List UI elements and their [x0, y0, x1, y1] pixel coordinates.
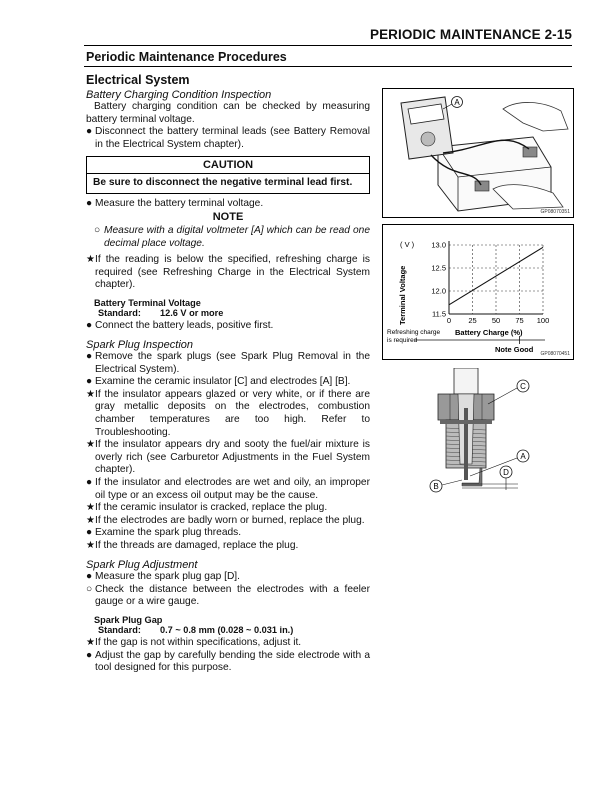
voltmeter-illustration — [383, 89, 573, 217]
plug-adjust-step-1: ● Measure the spark plug gap [D]. — [86, 571, 240, 583]
page-header: PERIODIC MAINTENANCE 2-15 — [369, 27, 572, 42]
y-unit: ( V ) — [400, 240, 415, 249]
list-item: ● Remove the spark plugs (see Spark Plug Removal in the Electrical System). — [86, 351, 370, 375]
list-item: ★ If the ceramic insulator is cracked, replace the plug. — [86, 502, 328, 514]
list-item: ★ If the threads are damaged, replace the plug. — [86, 540, 299, 551]
chart-code: GP08070451 — [540, 351, 570, 357]
x-tick-label: 50 — [491, 316, 501, 325]
spark-plug-figure — [410, 368, 570, 502]
plug-adjust-step-3: ★ If the gap is not within specifications, adjust it. — [86, 636, 302, 648]
voltmeter-figure — [382, 88, 574, 218]
label-d: D — [503, 468, 509, 477]
subsection-title: Electrical System — [86, 73, 190, 87]
x-axis-label: Battery Charge (%) — [455, 328, 523, 337]
note-text: ○ Measure with a digital voltmeter [A] which can be read one decimal place voltage. — [94, 224, 370, 249]
y-tick-label: 12.5 — [431, 263, 446, 273]
voltage-chart-figure — [382, 224, 574, 360]
text-column — [86, 72, 370, 675]
battery-spec-title: Battery Terminal Voltage — [94, 297, 201, 308]
x-tick-label: 75 — [515, 316, 524, 325]
list-item: ★ If the insulator appears dry and sooty the fuel/air mixture is overly rich (see Carburetor Adjustments in the Fuel System chapter). — [86, 439, 370, 476]
list-item: ● Examine the spark plug threads. — [86, 527, 242, 539]
battery-step-2: ● Measure the battery terminal voltage. — [86, 197, 264, 209]
y-axis-label: Terminal Voltage — [398, 265, 407, 325]
y-tick-label: 12.0 — [431, 286, 446, 296]
section-rule — [84, 66, 572, 67]
x-tick-label: 100 — [536, 316, 550, 325]
label-a: A — [454, 98, 460, 107]
section-title: Periodic Maintenance Procedures — [86, 50, 287, 64]
caution-box — [86, 156, 370, 194]
plug-inspection-heading: Spark Plug Inspection — [86, 338, 194, 351]
battery-spec: Standard: 12.6 V or more — [98, 307, 224, 318]
list-item: ● If the insulator and electrodes are wet and oily, an improper oil type or an excess oil output may be the cause. — [86, 477, 370, 501]
caution-title: CAUTION — [87, 157, 369, 175]
battery-step-3: ★ If the reading is below the specified, refreshing charge is required (see Refreshing Charge in the Electrical System chapter). — [86, 254, 370, 291]
note-title: NOTE — [212, 211, 244, 224]
x-tick-label: 0 — [446, 316, 452, 325]
annotation-right: Note Good — [495, 345, 534, 354]
label-b: B — [433, 482, 439, 491]
battery-intro: Battery charging condition can be checked by measuring battery terminal voltage. — [86, 101, 370, 125]
y-tick-label: 13.0 — [431, 240, 446, 250]
list-item: ★ If the electrodes are badly worn or burned, replace the plug. — [86, 514, 365, 526]
header-rule — [84, 45, 572, 46]
plug-spec: Standard: 0.7 ~ 0.8 mm (0.028 ~ 0.031 in.) — [98, 624, 294, 635]
caution-text: Be sure to disconnect the negative terminal lead first. — [93, 177, 353, 189]
label-a: A — [520, 452, 526, 461]
plug-spec-title: Spark Plug Gap — [94, 614, 163, 625]
plug-adjust-step-2: ○ Check the distance between the electrodes with a feeler gauge or a wire gauge. — [86, 583, 370, 608]
plug-inspection-list — [86, 351, 370, 553]
list-item: ● Examine the ceramic insulator [C] and electrodes [A] [B]. — [86, 376, 351, 388]
battery-step-4: ● Connect the battery leads, positive first. — [86, 319, 274, 331]
voltage-series-line — [449, 247, 543, 304]
label-c: C — [520, 382, 526, 391]
voltage-chart — [383, 225, 573, 359]
spark-plug-illustration — [410, 368, 570, 502]
x-tick-label: 25 — [468, 316, 477, 325]
annotation-left-2: is required — [387, 337, 418, 344]
annotation-left-1: Refreshing charge — [387, 329, 441, 336]
y-tick-label: 11.5 — [431, 309, 446, 319]
battery-heading: Battery Charging Condition Inspection — [86, 88, 272, 101]
figure-code: GP08070351 — [540, 209, 570, 215]
plug-adjust-step-4: ● Adjust the gap by carefully bending the side electrode with a tool designed for this purpose. — [86, 649, 370, 674]
battery-step-1: ● Disconnect the battery terminal leads (see Battery Removal in the Electrical System chapter). — [86, 126, 370, 150]
plug-adjust-heading: Spark Plug Adjustment — [86, 558, 198, 571]
list-item: ★ If the insulator appears glazed or very white, or if there are gray metallic deposits on the electrodes, combustion chamber temperatures are too high. Refer to Troubleshooting. — [86, 388, 370, 438]
